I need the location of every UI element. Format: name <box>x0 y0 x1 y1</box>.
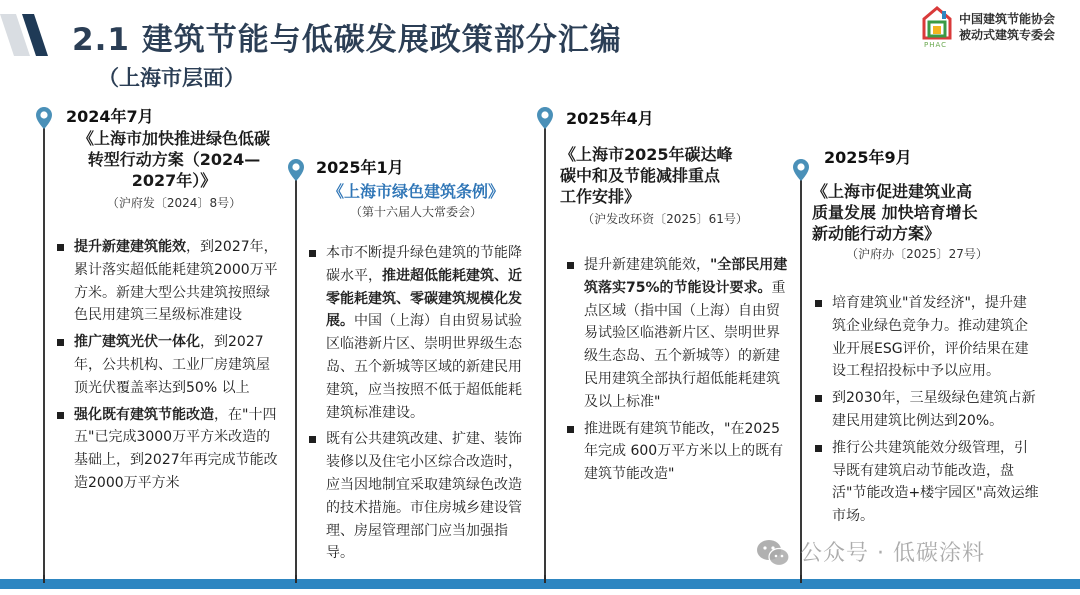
logo-text-line1: 中国建筑节能协会 <box>959 12 1056 26</box>
policy-bullet: 强化既有建筑节能改造，在"十四五"已完成3000万平方米改造的基础上，到2027年再完成节能改造2000万平方米 <box>56 404 278 495</box>
timeline-line <box>43 128 45 580</box>
policy-document-title: 《上海市加快推进绿色低碳 转型行动方案（2024— 2027年）》 <box>77 129 270 190</box>
association-logo <box>922 6 1072 52</box>
policy-bullet-list <box>308 242 534 569</box>
location-pin-icon <box>35 106 53 130</box>
house-logo-icon <box>922 6 952 42</box>
policy-date: 2025年1月 <box>316 158 404 177</box>
timeline-line <box>544 128 546 580</box>
timeline-bottom-bar <box>0 579 1080 589</box>
watermark-text: 公众号 · 低碳涂料 <box>800 541 985 566</box>
header-stripe-decoration <box>0 14 52 56</box>
policy-date: 2025年9月 <box>824 148 912 167</box>
timeline-line <box>800 180 802 580</box>
policy-bullet: 本市不断提升绿色建筑的节能降碳水平，推进超低能耗建筑、近零能耗建筑、零碳建筑规模化发展。中国（上海）自由贸易试验区临港新片区、崇明世界级生态岛、五个新城等区域的新建民用建筑，应当按照不低于超低能耗建筑标准建设。 <box>308 242 534 424</box>
policy-document-title: 《上海市促进建筑业高 质量发展 加快培育增长 新动能行动方案》 <box>812 182 978 243</box>
location-pin-icon <box>536 106 554 130</box>
policy-bullet: 提升新建建筑能效，到2027年，累计落实超低能耗建筑2000万平方米。新建大型公共建筑按照绿色民用建筑三星级标准建设 <box>56 236 278 327</box>
timeline-tick <box>43 575 45 583</box>
policy-bullet: 推进既有建筑节能改，"在2025年完成 600万平方米以上的既有建筑节能改造" <box>566 418 788 486</box>
policy-bullet: 推行公共建筑能效分级管理，引导既有建筑启动节能改造，盘活"节能改造+楼宇园区"高效运维市场。 <box>814 437 1040 528</box>
logo-text-line2: 被动式建筑专委会 <box>959 28 1056 42</box>
timeline-tick <box>295 575 297 583</box>
page-subtitle: （上海市层面） <box>98 66 245 90</box>
policy-bullet-list <box>566 254 788 490</box>
logo-abbreviation: PHAC <box>924 41 948 49</box>
policy-date: 2024年7月 <box>66 107 154 126</box>
policy-issuer-note: （第十六届人大常委会） <box>349 205 482 219</box>
policy-bullet: 推广建筑光伏一体化，到2027年，公共机构、工业厂房建筑屋顶光伏覆盖率达到50% 以上 <box>56 331 278 399</box>
policy-document-title: 《上海市绿色建筑条例》 <box>327 182 504 201</box>
policy-date: 2025年4月 <box>566 109 654 128</box>
timeline-line <box>295 180 297 580</box>
policy-bullet: 到2030年，三星级绿色建筑占新建民用建筑比例达到20%。 <box>814 387 1040 433</box>
location-pin-icon <box>792 158 810 182</box>
policy-issuer-note: （沪府发〔2024〕8号） <box>106 196 242 210</box>
timeline-tick <box>544 575 546 583</box>
policy-bullet: 提升新建建筑能效，"全部民用建筑落实75%的节能设计要求。重点区域（指中国（上海）自由贸易试验区临港新片区、崇明世界级生态岛、五个新城等）的新建民用建筑全部执行超低能耗建筑及以上标准" <box>566 254 788 414</box>
timeline-tick <box>800 575 802 583</box>
policy-document-title: 《上海市2025年碳达峰 碳中和及节能减排重点 工作安排》 <box>560 145 733 206</box>
watermark <box>756 536 1056 570</box>
policy-bullet: 既有公共建筑改建、扩建、装饰装修以及住宅小区综合改造时，应当因地制宜采取建筑绿色改造的技术措施。市住房城乡建设管理、房屋管理部门应当加强指导。 <box>308 428 534 565</box>
policy-bullet-list <box>56 236 278 499</box>
policy-bullet-list <box>814 292 1040 532</box>
policy-bullet: 培育建筑业"首发经济"，提升建筑企业绿色竞争力。推动建筑企业开展ESG评价，评价结果在建设工程招投标中予以应用。 <box>814 292 1040 383</box>
policy-issuer-note: （沪发改环资〔2025〕61号） <box>582 212 748 226</box>
page-title: 2.1 建筑节能与低碳发展政策部分汇编 <box>72 22 622 58</box>
wechat-icon <box>756 538 790 568</box>
policy-issuer-note: （沪府办〔2025〕27号） <box>846 247 988 261</box>
